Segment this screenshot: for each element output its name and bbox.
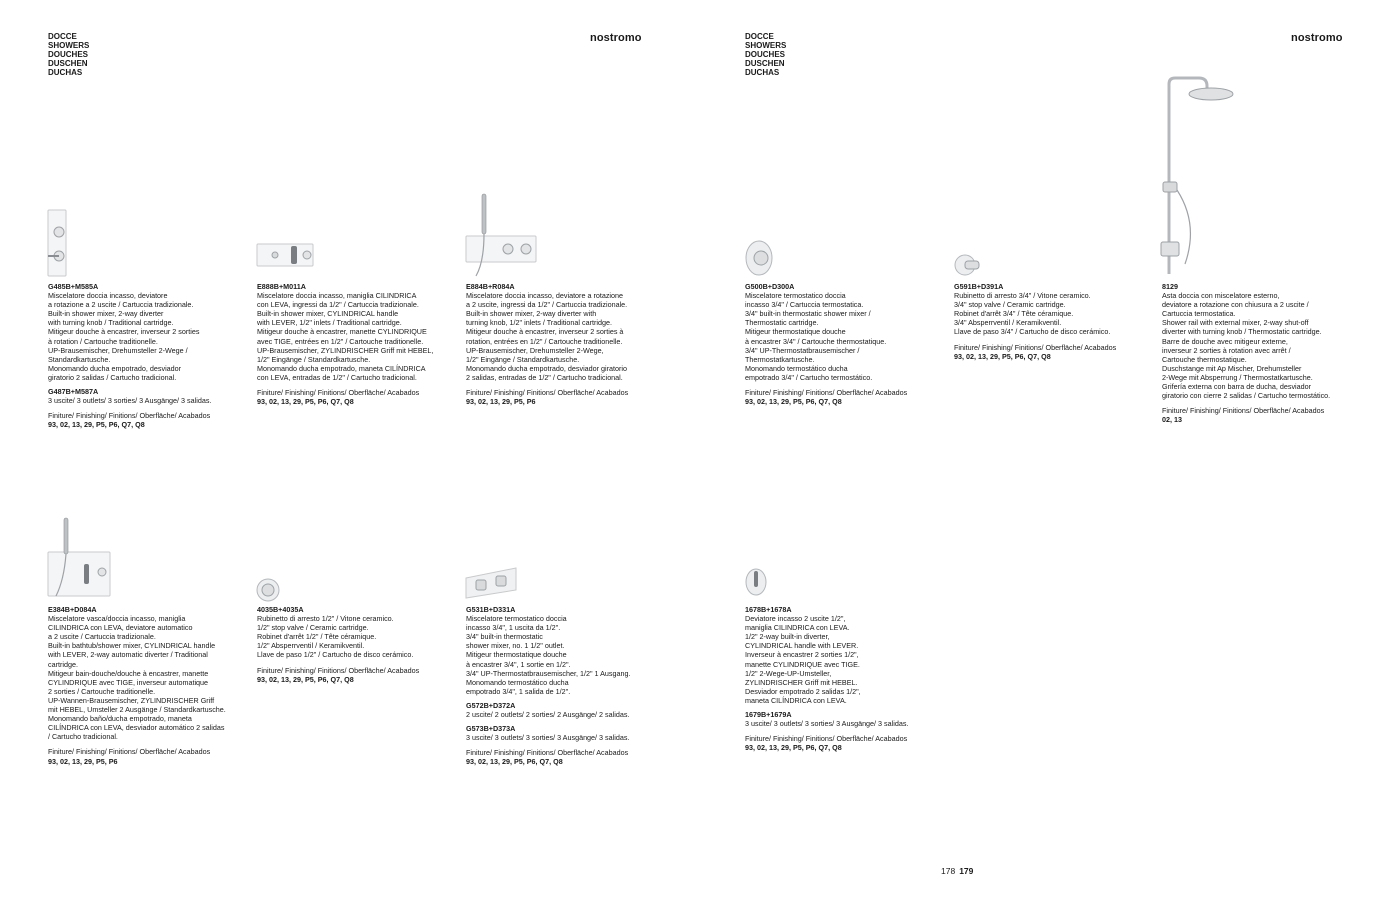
right-page [697, 0, 1394, 904]
category-es: DUCHAS [745, 68, 780, 77]
finish-label: Finiture/ Finishing/ Finitions/ Oberfläche/ Acabados [48, 411, 211, 421]
finish-label: Finiture/ Finishing/ Finitions/ Oberfläche/ Acabados [257, 665, 420, 675]
finish-codes: 02, 13 [1162, 415, 1182, 425]
product-g591b [954, 282, 1154, 361]
finish-codes: 93, 02, 13, 29, P5, P6, Q7, Q8 [48, 420, 145, 430]
product-image-g531b [464, 566, 524, 600]
finish-codes: 93, 02, 13, 29, P5, P6, Q7, Q8 [745, 397, 842, 407]
product-image-e888b [255, 240, 317, 270]
finish-label: Finiture/ Finishing/ Finitions/ Oberfläche/ Acabados [745, 388, 908, 398]
product-variant-description: 3 uscite/ 3 outlets/ 3 sorties/ 3 Ausgänge/ 3 salidas. [466, 733, 630, 743]
page-numbers [941, 866, 973, 876]
product-image-e884b [462, 192, 542, 280]
finish-label: Finiture/ Finishing/ Finitions/ Oberfläche/ Acabados [466, 388, 629, 398]
finish-label: Finiture/ Finishing/ Finitions/ Oberfläche/ Acabados [954, 342, 1117, 352]
finish-label: Finiture/ Finishing/ Finitions/ Oberfläche/ Acabados [48, 747, 211, 757]
category-en: SHOWERS [745, 41, 787, 50]
category-list [48, 32, 89, 77]
product-g531b [466, 605, 666, 767]
category-es: DUCHAS [48, 68, 83, 77]
product-code: G500B+D300A [745, 282, 795, 291]
product-description: Miscelatore doccia incasso, deviatore a rotazione a 2 uscite, ingressi da 1/2" / Cartuccia tradizionale. Built-in shower mixer, 2-way diverter with turning knob, 1/2" inlets / Traditional cartridge. Mitigeur douche à encastrer, inverseur 2 sorties à rotation, entrées en 1/2" / Cartouche traditionelle. UP-Brausemischer, Drehumsteller 2-Wege, 1/2" Eingänge / Standardkartusche. Monomando ducha empotrado, desviador giratorio 2 salidas, entradas de 1/2" / Cartucho tradicional. [466, 291, 628, 382]
product-code-variant: G572B+D372A [466, 700, 516, 710]
product-image-1678b [744, 567, 770, 597]
product-e888b [257, 282, 457, 406]
product-g485b [48, 282, 248, 429]
product-image-4035b [255, 577, 285, 603]
finish-label: Finiture/ Finishing/ Finitions/ Oberfläche/ Acabados [257, 388, 420, 398]
product-8129 [1162, 282, 1372, 424]
finish-label: Finiture/ Finishing/ Finitions/ Oberfläche/ Acabados [1162, 406, 1325, 416]
product-1678b [745, 605, 945, 752]
product-code: E888B+M011A [257, 282, 306, 291]
category-fr: DOUCHES [48, 50, 89, 59]
product-image-8129 [1159, 74, 1237, 278]
category-it: DOCCE [745, 32, 774, 41]
product-code-variant: G573B+D373A [466, 724, 516, 734]
product-code-variant: G487B+M587A [48, 387, 99, 397]
finish-codes: 93, 02, 13, 29, P5, P6, Q7, Q8 [954, 351, 1051, 361]
product-e384b [48, 605, 253, 766]
finish-codes: 93, 02, 13, 29, P5, P6, Q7, Q8 [466, 757, 563, 767]
product-variant-description: 3 uscite/ 3 outlets/ 3 sorties/ 3 Ausgänge/ 3 salidas. [48, 396, 212, 406]
product-description: Asta doccia con miscelatore esterno, deviatore a rotazione con chiusura a 2 uscite / Cartuccia termostatica. Shower rail with external mixer, 2-way shut-off diverter with turning knob / Thermostatic cartridge. Barre de douche avec mitigeur externe, inverseur 2 sorties à rotation avec arrêt / Cartouche thermostatique. Duschstange mit Ap Mischer, Drehumsteller 2-Wege mit Absperrung / Thermostatkartusche. Grifería externa con barra de ducha, desviador giratorio con cierre 2 salidas / Cartucho termostático. [1162, 291, 1331, 401]
product-description: Miscelatore doccia incasso, maniglia CILINDRICA con LEVA, ingressi da 1/2" / Cartuccia tradizionale. Built-in shower mixer, CYLINDRICAL handle with LEVER, 1/2" inlets / Traditional cartridge. Mitigeur douche à encastrer, manette CYLINDRIQUE avec TIGE, entrées en 1/2" / Cartouche traditionelle. UP-Brausemischer, ZYLINDRISCHER Griff mit HEBEL, 1/2" Eingänge / Standardkartusche. Monomando ducha empotrado, maneta CILÍNDRICA con LEVA, entradas de 1/2" / Cartucho tradicional. [257, 291, 434, 382]
product-code: G531B+D331A [466, 605, 516, 614]
product-code: 8129 [1162, 282, 1178, 291]
product-description: Miscelatore doccia incasso, deviatore a rotazione a 2 uscite / Cartuccia tradizionale. Built-in shower mixer, 2-way diverter with turning knob / Traditional cartridge. Mitigeur douche à encastrer, inverseur 2 sorties à rotation / Cartouche traditionelle. UP-Brausemischer, Drehumsteller 2-Wege / Standardkartusche. Monomando ducha empotrado, desviador giratorio 2 salidas / Cartucho tradicional. [48, 291, 200, 382]
product-image-e384b [46, 516, 114, 600]
product-description: Deviatore incasso 2 uscite 1/2", maniglia CILINDRICA con LEVA. 1/2" 2-way built-in diverter, CYLINDRICAL handle with LEVER. Inverseur à encastrer 2 sorties 1/2", manette CYLINDRIQUE avec TIGE. 1/2" 2-Wege-UP-Umsteller, ZYLINDRISCHER Griff mit HEBEL. Desviador empotrado 2 salidas 1/2", maneta CILÍNDRICA con LEVA. [745, 614, 861, 705]
product-image-g500b [744, 238, 778, 278]
product-description: Miscelatore termostatico doccia incasso 3/4", 1 uscita da 1/2". 3/4" built-in thermostatic shower mixer, no. 1 1/2" outlet. Mitigeur thermostatique douche à encastrer 3/4", 1 sortie en 1/2". 3/4" UP-Thermostatbrausemischer, 1/2" 1 Ausgang. Monomando termostático ducha empotrado 3/4", 1 salida de 1/2". [466, 614, 631, 696]
product-g500b [745, 282, 945, 406]
category-en: SHOWERS [48, 41, 90, 50]
brand-name: nostromo [1291, 32, 1343, 44]
finish-codes: 93, 02, 13, 29, P5, P6, Q7, Q8 [257, 397, 354, 407]
finish-codes: 93, 02, 13, 29, P5, P6 [466, 397, 536, 407]
page-number-right: 179 [959, 866, 974, 876]
product-code: E384B+D084A [48, 605, 97, 614]
product-image-g591b [953, 253, 983, 277]
finish-codes: 93, 02, 13, 29, P5, P6 [48, 756, 118, 766]
product-image-g485b [46, 208, 70, 280]
product-code: G591B+D391A [954, 282, 1004, 291]
product-variant-description: 2 uscite/ 2 outlets/ 2 sorties/ 2 Ausgänge/ 2 salidas. [466, 710, 630, 720]
brand-name: nostromo [590, 32, 642, 44]
category-de: DUSCHEN [745, 59, 785, 68]
finish-label: Finiture/ Finishing/ Finitions/ Oberfläche/ Acabados [466, 748, 629, 758]
product-code: 1678B+1678A [745, 605, 792, 614]
product-code-variant: 1679B+1679A [745, 710, 792, 720]
product-code: G485B+M585A [48, 282, 99, 291]
category-fr: DOUCHES [745, 50, 786, 59]
product-description: Miscelatore termostatico doccia incasso 3/4" / Cartuccia termostatica. 3/4" built-in thermostatic shower mixer / Thermostatic cartridge. Mitigeur thermostatique douche à encastrer 3/4" / Cartouche thermostatique. 3/4" UP-Thermostatbrausemischer / Thermostatkartusche. Monomando termostático ducha empotrado 3/4" / Cartucho termostático. [745, 291, 887, 382]
category-it: DOCCE [48, 32, 77, 41]
product-code: 4035B+4035A [257, 605, 304, 614]
page-number-left: 178 [941, 866, 956, 876]
product-4035b [257, 605, 457, 684]
category-de: DUSCHEN [48, 59, 88, 68]
product-description: Miscelatore vasca/doccia incasso, maniglia CILINDRICA con LEVA, deviatore automatico a 2 uscite / Cartuccia tradizionale. Built-in bathtub/shower mixer, CYLINDRICAL handle with LEVER, 2-way automatic diverter / Traditional cartridge. Mitigeur bain-douche/douche à encastrer, manette CYLINDRIQUE avec TIGE, inverseur automatique 2 sorties / Cartouche traditionelle. UP-Wannen-Brausemischer, ZYLINDRISCHER Griff mit HEBEL, Umsteller 2 Ausgänge / Standardkartusche. Monomando baño/ducha empotrado, maneta CILÍNDRICA con LEVA, desviador automático 2 salidas / Cartucho tradicional. [48, 614, 226, 742]
product-e884b [466, 282, 666, 406]
product-description: Rubinetto di arresto 1/2" / Vitone ceramico. 1/2" stop valve / Ceramic cartridge. Robinet d'arrêt 1/2" / Tête céramique. 1/2" Absperrventil / Keramikventil. Llave de paso 1/2" / Cartucho de disco cerámico. [257, 614, 414, 660]
product-variant-description: 3 uscite/ 3 outlets/ 3 sorties/ 3 Ausgänge/ 3 salidas. [745, 719, 909, 729]
product-description: Rubinetto di arresto 3/4" / Vitone ceramico. 3/4" stop valve / Ceramic cartridge. Robinet d'arrêt 3/4" / Tête céramique. 3/4" Absperrventil / Keramikventil. Llave de paso 3/4" / Cartucho de disco cerámico. [954, 291, 1111, 337]
finish-label: Finiture/ Finishing/ Finitions/ Oberfläche/ Acabados [745, 734, 908, 744]
category-list [745, 32, 786, 77]
finish-codes: 93, 02, 13, 29, P5, P6, Q7, Q8 [257, 674, 354, 684]
finish-codes: 93, 02, 13, 29, P5, P6, Q7, Q8 [745, 743, 842, 753]
product-code: E884B+R084A [466, 282, 515, 291]
